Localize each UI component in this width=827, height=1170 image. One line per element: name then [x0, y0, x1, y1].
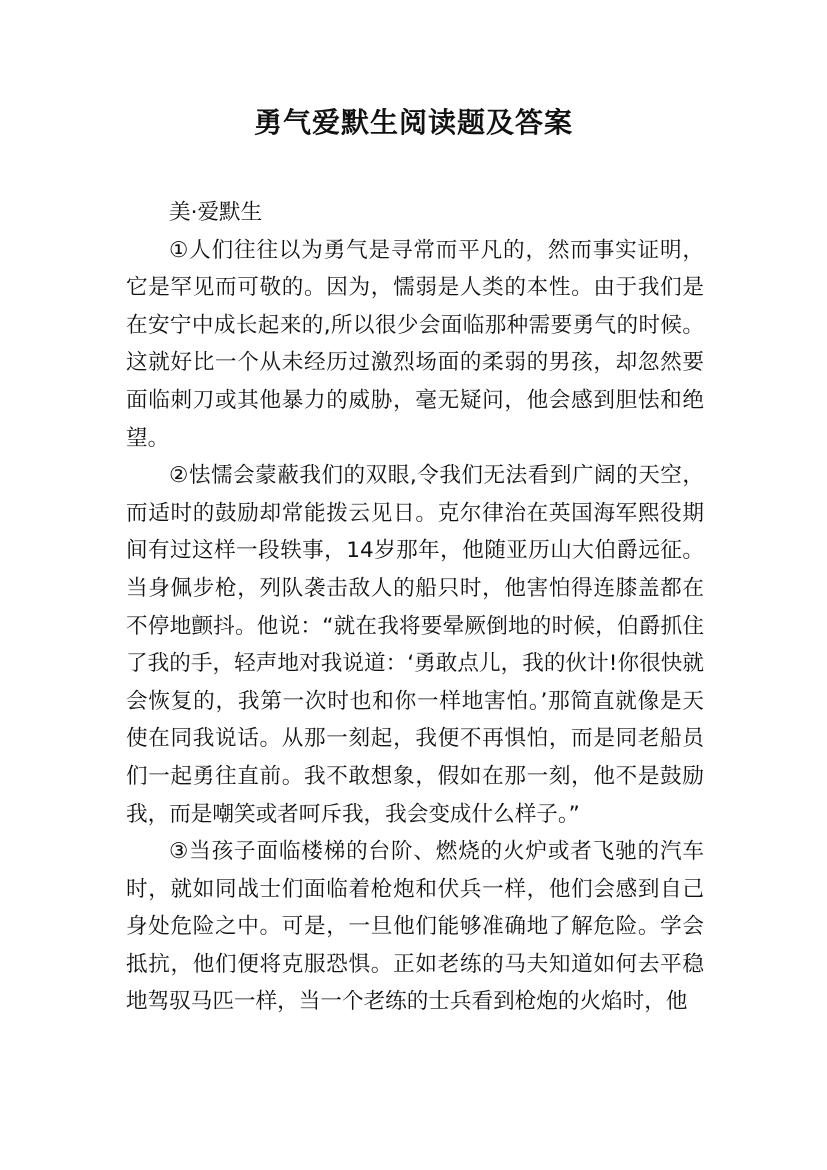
paragraph-1: ①人们往往以为勇气是寻常而平凡的，然而事实证明，它是罕见而可敬的。因为，懦弱是人类的本性。由于我们是在安宁中成长起来的,所以很少会面临那种需要勇气的时候。这就好比一个从未经历过激烈场面的柔弱的男孩，却忽然要面临刺刀或其他暴力的威胁，毫无疑问，他会感到胆怯和绝望。	[126, 237, 704, 451]
paragraph-3: ③当孩子面临楼梯的台阶、燃烧的火炉或者飞驰的汽车时，就如同战士们面临着枪炮和伏兵一样，他们会感到自己身处危险之中。可是，一旦他们能够准确地了解危险。学会抵抗，他们便将克服恐惧。正如老练的马夫知道如何去平稳地驾驭马匹一样，当一个老练的士兵看到枪炮的火焰时，他	[126, 839, 704, 1015]
author-line: 美·爱默生	[169, 200, 263, 225]
page-title: 勇气爱默生阅读题及答案	[253, 106, 573, 139]
paragraph-2: ②怯懦会蒙蔽我们的双眼,令我们无法看到广阔的天空，而适时的鼓励却常能拨云见日。克尔律治在英国海军熙役期间有过这样一段轶事，14岁那年，他随亚历山大伯爵远征。当身佩步枪，列队袭击敌人的船只时，他害怕得连膝盖都在不停地颤抖。他说：“就在我将要晕厥倒地的时候，伯爵抓住了我的手，轻声地对我说道：‘勇敢点儿，我的伙计!你很快就会恢复的，我第一次时也和你一样地害怕。’那简直就像是天使在同我说话。从那一刻起，我便不再惧怕，而是同老船员们一起勇往直前。我不敢想象，假如在那一刻，他不是鼓励我，而是嘲笑或者呵斥我，我会变成什么样子。”	[126, 463, 704, 827]
article-body	[126, 194, 704, 1021]
